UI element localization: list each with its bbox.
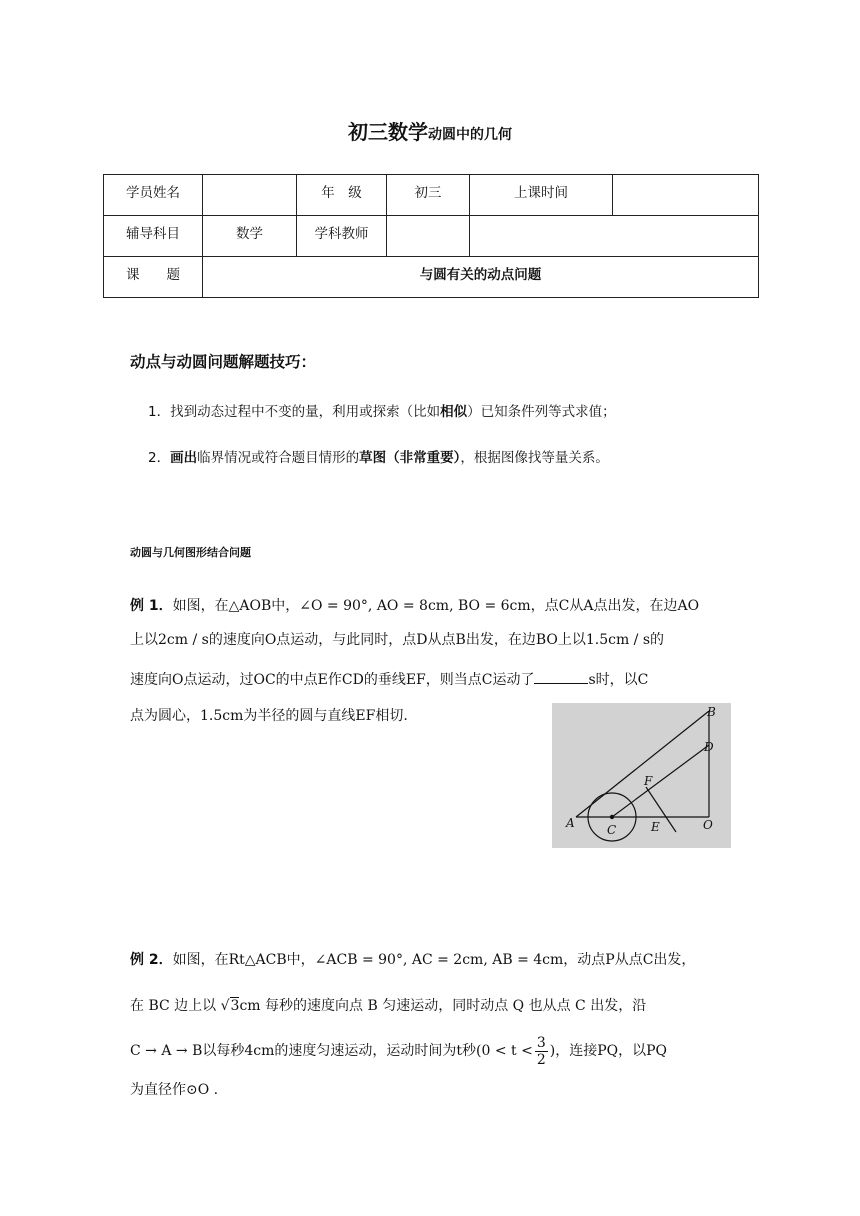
table-cell: 学员姓名 — [104, 175, 203, 216]
table-cell — [203, 175, 297, 216]
table-cell: 学科教师 — [297, 216, 387, 257]
table-cell: 数学 — [203, 216, 297, 257]
section-title: 动圆与几何图形结合问题 — [130, 546, 251, 559]
segment-CD — [612, 745, 709, 817]
table-cell: 上课时间 — [470, 175, 613, 216]
example2-line3 — [130, 1034, 667, 1068]
example-text: 在 BC 边上以 — [130, 998, 221, 1014]
label-E: E — [651, 820, 660, 834]
label-O: O — [703, 818, 713, 832]
tip-number: 1． — [148, 404, 171, 420]
table-row — [104, 216, 759, 257]
table-cell: 初三 — [387, 175, 470, 216]
example-text: 速度向O点运动，过OC的中点E作CD的垂线EF，则当点C运动了 — [130, 672, 535, 688]
table-cell: 年 级 — [297, 175, 387, 216]
title-sub: 动圆中的几何 — [428, 127, 512, 143]
example-label: 例 1． — [130, 598, 173, 614]
tips-heading: 动点与动圆问题解题技巧： — [130, 353, 317, 371]
geometry-figure — [552, 703, 731, 848]
example2-line4: 为直径作⊙O . — [130, 1082, 219, 1098]
table-cell: 辅导科目 — [104, 216, 203, 257]
tip-number: 2． — [148, 450, 171, 466]
tip-emphasis: 画出 — [170, 450, 198, 466]
fraction-denominator: 2 — [536, 1051, 546, 1068]
segment-AB — [576, 711, 709, 817]
example2-line2 — [130, 996, 646, 1016]
label-B: B — [707, 705, 716, 719]
example-text: 如图，在Rt△ACB中，∠ACB = 90°, AC = 2cm, AB = 4cm，动点P从点C出发， — [172, 952, 696, 968]
page-title — [0, 116, 860, 145]
table-row — [104, 175, 759, 216]
example-text: s时，以C — [588, 672, 649, 688]
example1-line3 — [130, 669, 648, 690]
answer-blank — [534, 669, 588, 684]
tip-item-2 — [148, 446, 609, 466]
sqrt-radicand: 3 — [230, 998, 240, 1014]
tip-text: ，根据图像找等量关系。 — [460, 450, 609, 466]
example2-line1 — [130, 950, 695, 970]
tip-emphasis: 相似 — [440, 404, 468, 420]
topic-cell: 与圆有关的动点问题 — [203, 257, 759, 298]
example-label: 例 2． — [130, 952, 173, 968]
example1-line1 — [130, 596, 699, 616]
tip-text: 找到动态过程中不变的量，利用或探索（比如 — [170, 404, 441, 420]
triangle-circle-diagram — [552, 703, 731, 848]
fraction-numerator: 3 — [536, 1034, 546, 1051]
label-C: C — [607, 823, 617, 837]
tip-text: ）已知条件列等式求值； — [467, 404, 616, 420]
table-cell — [613, 175, 759, 216]
label-F: F — [644, 774, 653, 788]
tip-item-1 — [148, 400, 616, 420]
example-text: cm 每秒的速度向点 B 匀速运动，同时动点 Q 也从点 C 出发，沿 — [239, 998, 647, 1014]
title-main: 初三数学 — [348, 120, 428, 144]
table-cell — [470, 216, 759, 257]
fraction — [535, 1035, 548, 1068]
example-text: )，连接PQ，以PQ — [549, 1043, 668, 1059]
label-D: D — [704, 740, 714, 754]
table-cell: 课 题 — [104, 257, 203, 298]
circle-center — [610, 815, 614, 819]
label-A: A — [566, 816, 575, 830]
table-row — [104, 257, 759, 298]
example-text: C → A → B以每秒4cm的速度匀速运动，运动时间为t秒(0 < t < — [130, 1043, 533, 1059]
example-text: 如图，在△AOB中，∠O = 90°, AO = 8cm, BO = 6cm，点C从A点出发，在边AO — [172, 598, 700, 614]
table-cell — [387, 216, 470, 257]
info-table — [103, 174, 759, 298]
sqrt-symbol: √3 — [220, 998, 240, 1014]
tip-emphasis: 草图（非常重要） — [359, 450, 461, 466]
example1-line4: 点为圆心，1.5cm为半径的圆与直线EF相切. — [130, 708, 408, 724]
tip-text: 临界情况或符合题目情形的 — [197, 450, 360, 466]
example1-line2: 上以2cm / s的速度向O点运动，与此同时，点D从点B出发，在边BO上以1.5cm / s的 — [130, 632, 665, 648]
